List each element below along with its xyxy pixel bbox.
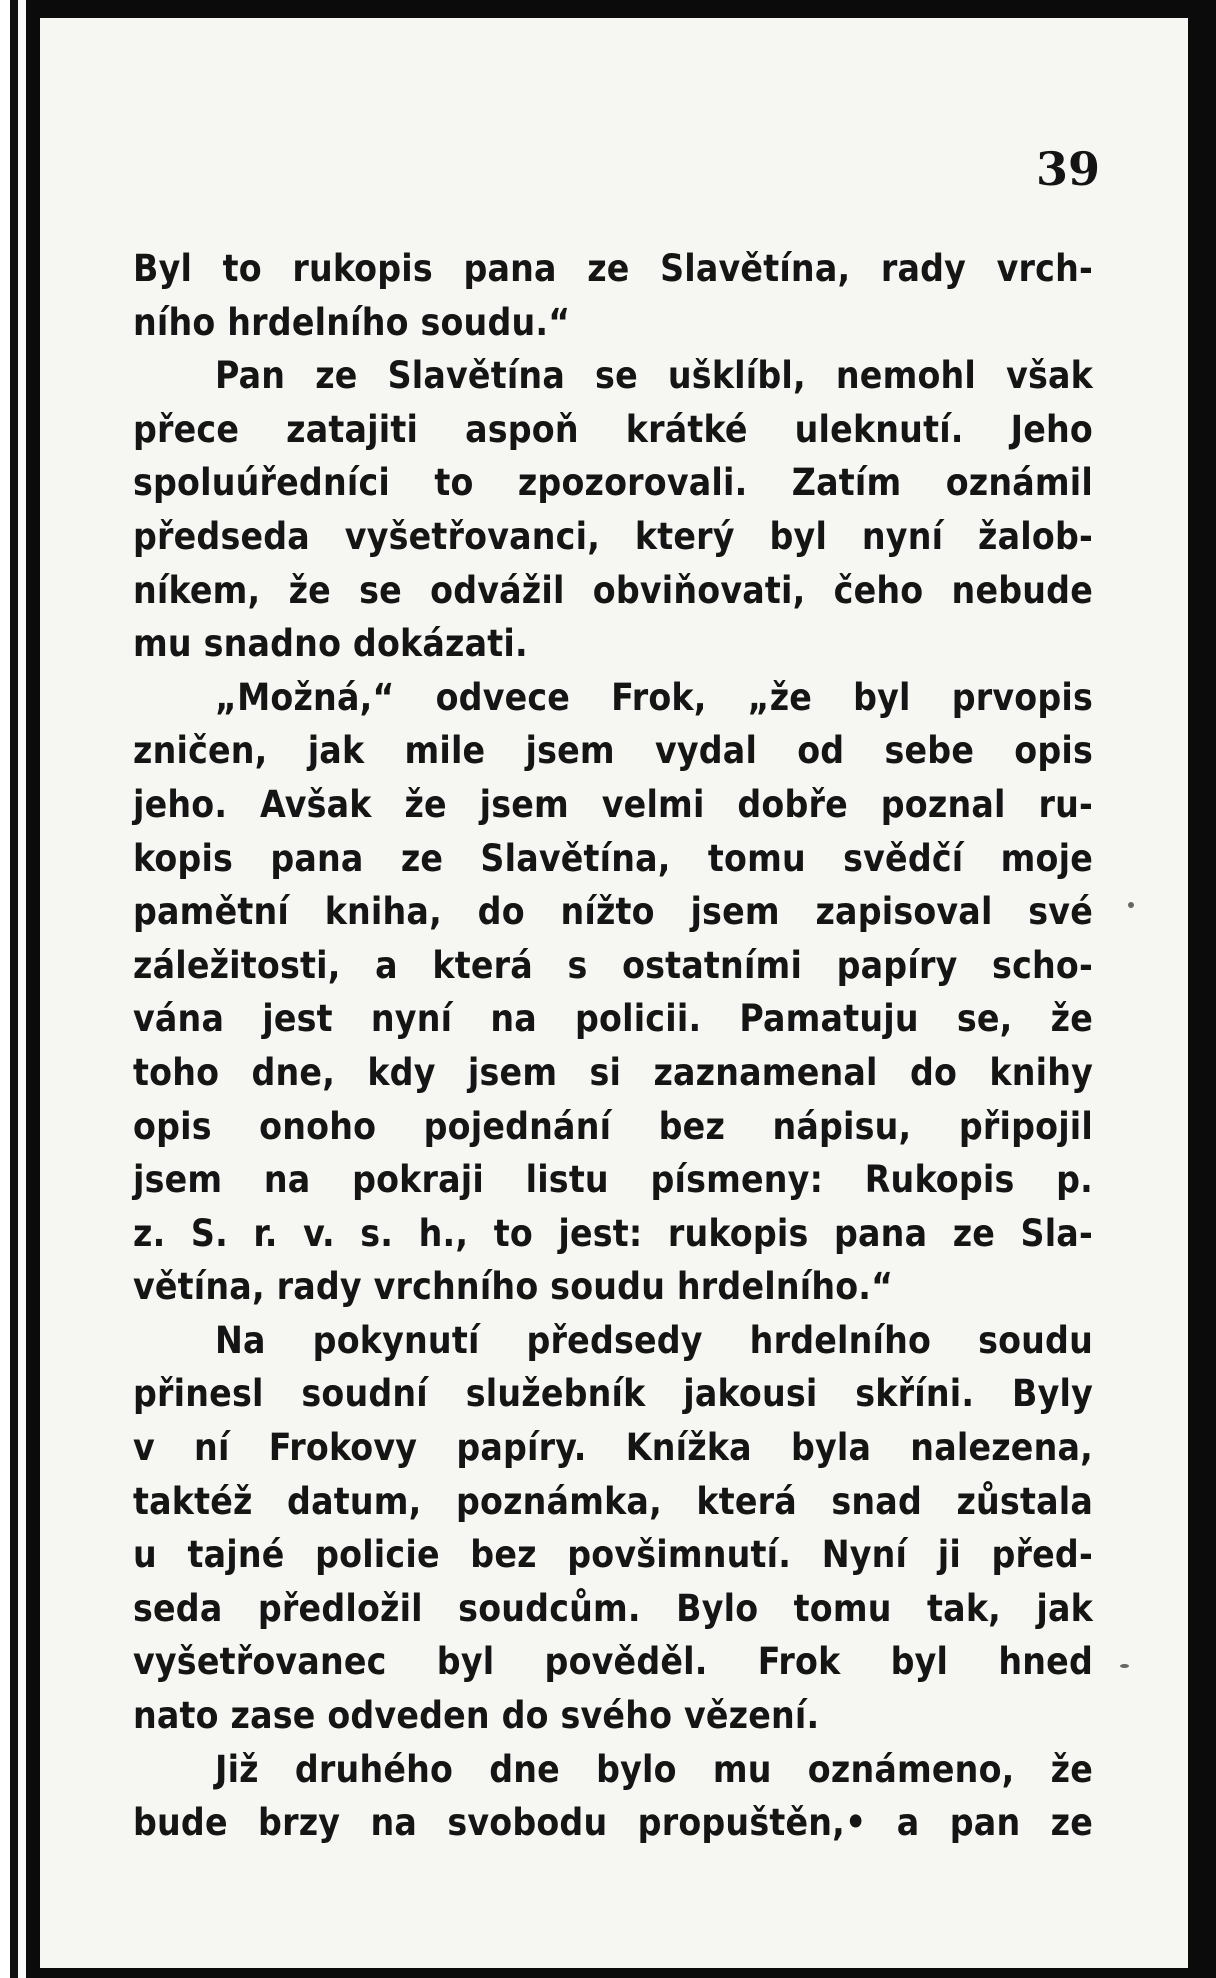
text-line: záležitosti, a která s ostatními papíry scho- bbox=[133, 943, 1093, 987]
text-line: Již druhého dne bylo mu oznámeno, že bbox=[215, 1747, 1093, 1791]
text-line: taktéž datum, poznámka, která snad zůstala bbox=[133, 1479, 1093, 1523]
text-line: větína, rady vrchního soudu hrdelního.“ bbox=[133, 1265, 894, 1309]
text-line: Na pokynutí předsedy hrdelního soudu bbox=[215, 1318, 1093, 1362]
text-line: Byl to rukopis pana ze Slavětína, rady vrch- bbox=[133, 247, 1093, 290]
text-line: vána jest nyní na policii. Pamatuju se, že bbox=[133, 997, 1093, 1041]
page-number: 39 bbox=[1035, 142, 1100, 196]
text-line: přece zatajiti aspoň krátké uleknutí. Jeho bbox=[133, 407, 1093, 451]
scan-speck bbox=[1120, 1664, 1129, 1668]
text-line: mu snadno dokázati. bbox=[133, 622, 528, 666]
text-line: vyšetřovanec byl pověděl. Frok byl hned bbox=[133, 1640, 1093, 1684]
text-line: nato zase odveden do svého vězení. bbox=[133, 1694, 820, 1738]
text-line: ního hrdelního soudu.“ bbox=[133, 300, 571, 344]
text-line: kopis pana ze Slavětína, tomu svědčí moje bbox=[133, 836, 1093, 880]
scan-left-edge bbox=[0, 0, 40, 1978]
page-text bbox=[133, 242, 1093, 1850]
text-line: níkem, že se odvážil obviňovati, čeho nebude bbox=[133, 568, 1093, 612]
text-line: zničen, jak mile jsem vydal od sebe opis bbox=[133, 729, 1093, 773]
text-line: spoluúředníci to zpozorovali. Zatím oznámil bbox=[133, 461, 1093, 505]
text-line: jsem na pokraji listu písmeny: Rukopis p. bbox=[133, 1158, 1093, 1202]
text-line: u tajné policie bez povšimnutí. Nyní ji před- bbox=[133, 1533, 1093, 1577]
scan-speck bbox=[1128, 902, 1134, 908]
text-line: pamětní kniha, do nížto jsem zapisoval své bbox=[133, 890, 1093, 934]
text-line: opis onoho pojednání bez nápisu, připojil bbox=[133, 1104, 1093, 1148]
text-line: „Možná,“ odvece Frok, „že byl prvopis bbox=[215, 675, 1093, 719]
text-line: bude brzy na svobodu propuštěn,• a pan ze bbox=[133, 1801, 1093, 1845]
text-line: Pan ze Slavětína se ušklíbl, nemohl však bbox=[215, 354, 1093, 398]
book-page bbox=[40, 18, 1188, 1968]
text-line: přinesl soudní služebník jakousi skříni. Byly bbox=[133, 1372, 1093, 1416]
text-line: v ní Frokovy papíry. Knížka byla nalezena, bbox=[133, 1426, 1093, 1470]
text-line: seda předložil soudcům. Bylo tomu tak, jak bbox=[133, 1586, 1093, 1630]
text-line: toho dne, kdy jsem si zaznamenal do knihy bbox=[133, 1050, 1093, 1094]
text-line: jeho. Avšak že jsem velmi dobře poznal ru- bbox=[133, 782, 1093, 826]
text-line: z. S. r. v. s. h., to jest: rukopis pana ze Sla- bbox=[133, 1211, 1093, 1255]
text-line: předseda vyšetřovanci, který byl nyní žalob- bbox=[133, 514, 1093, 558]
